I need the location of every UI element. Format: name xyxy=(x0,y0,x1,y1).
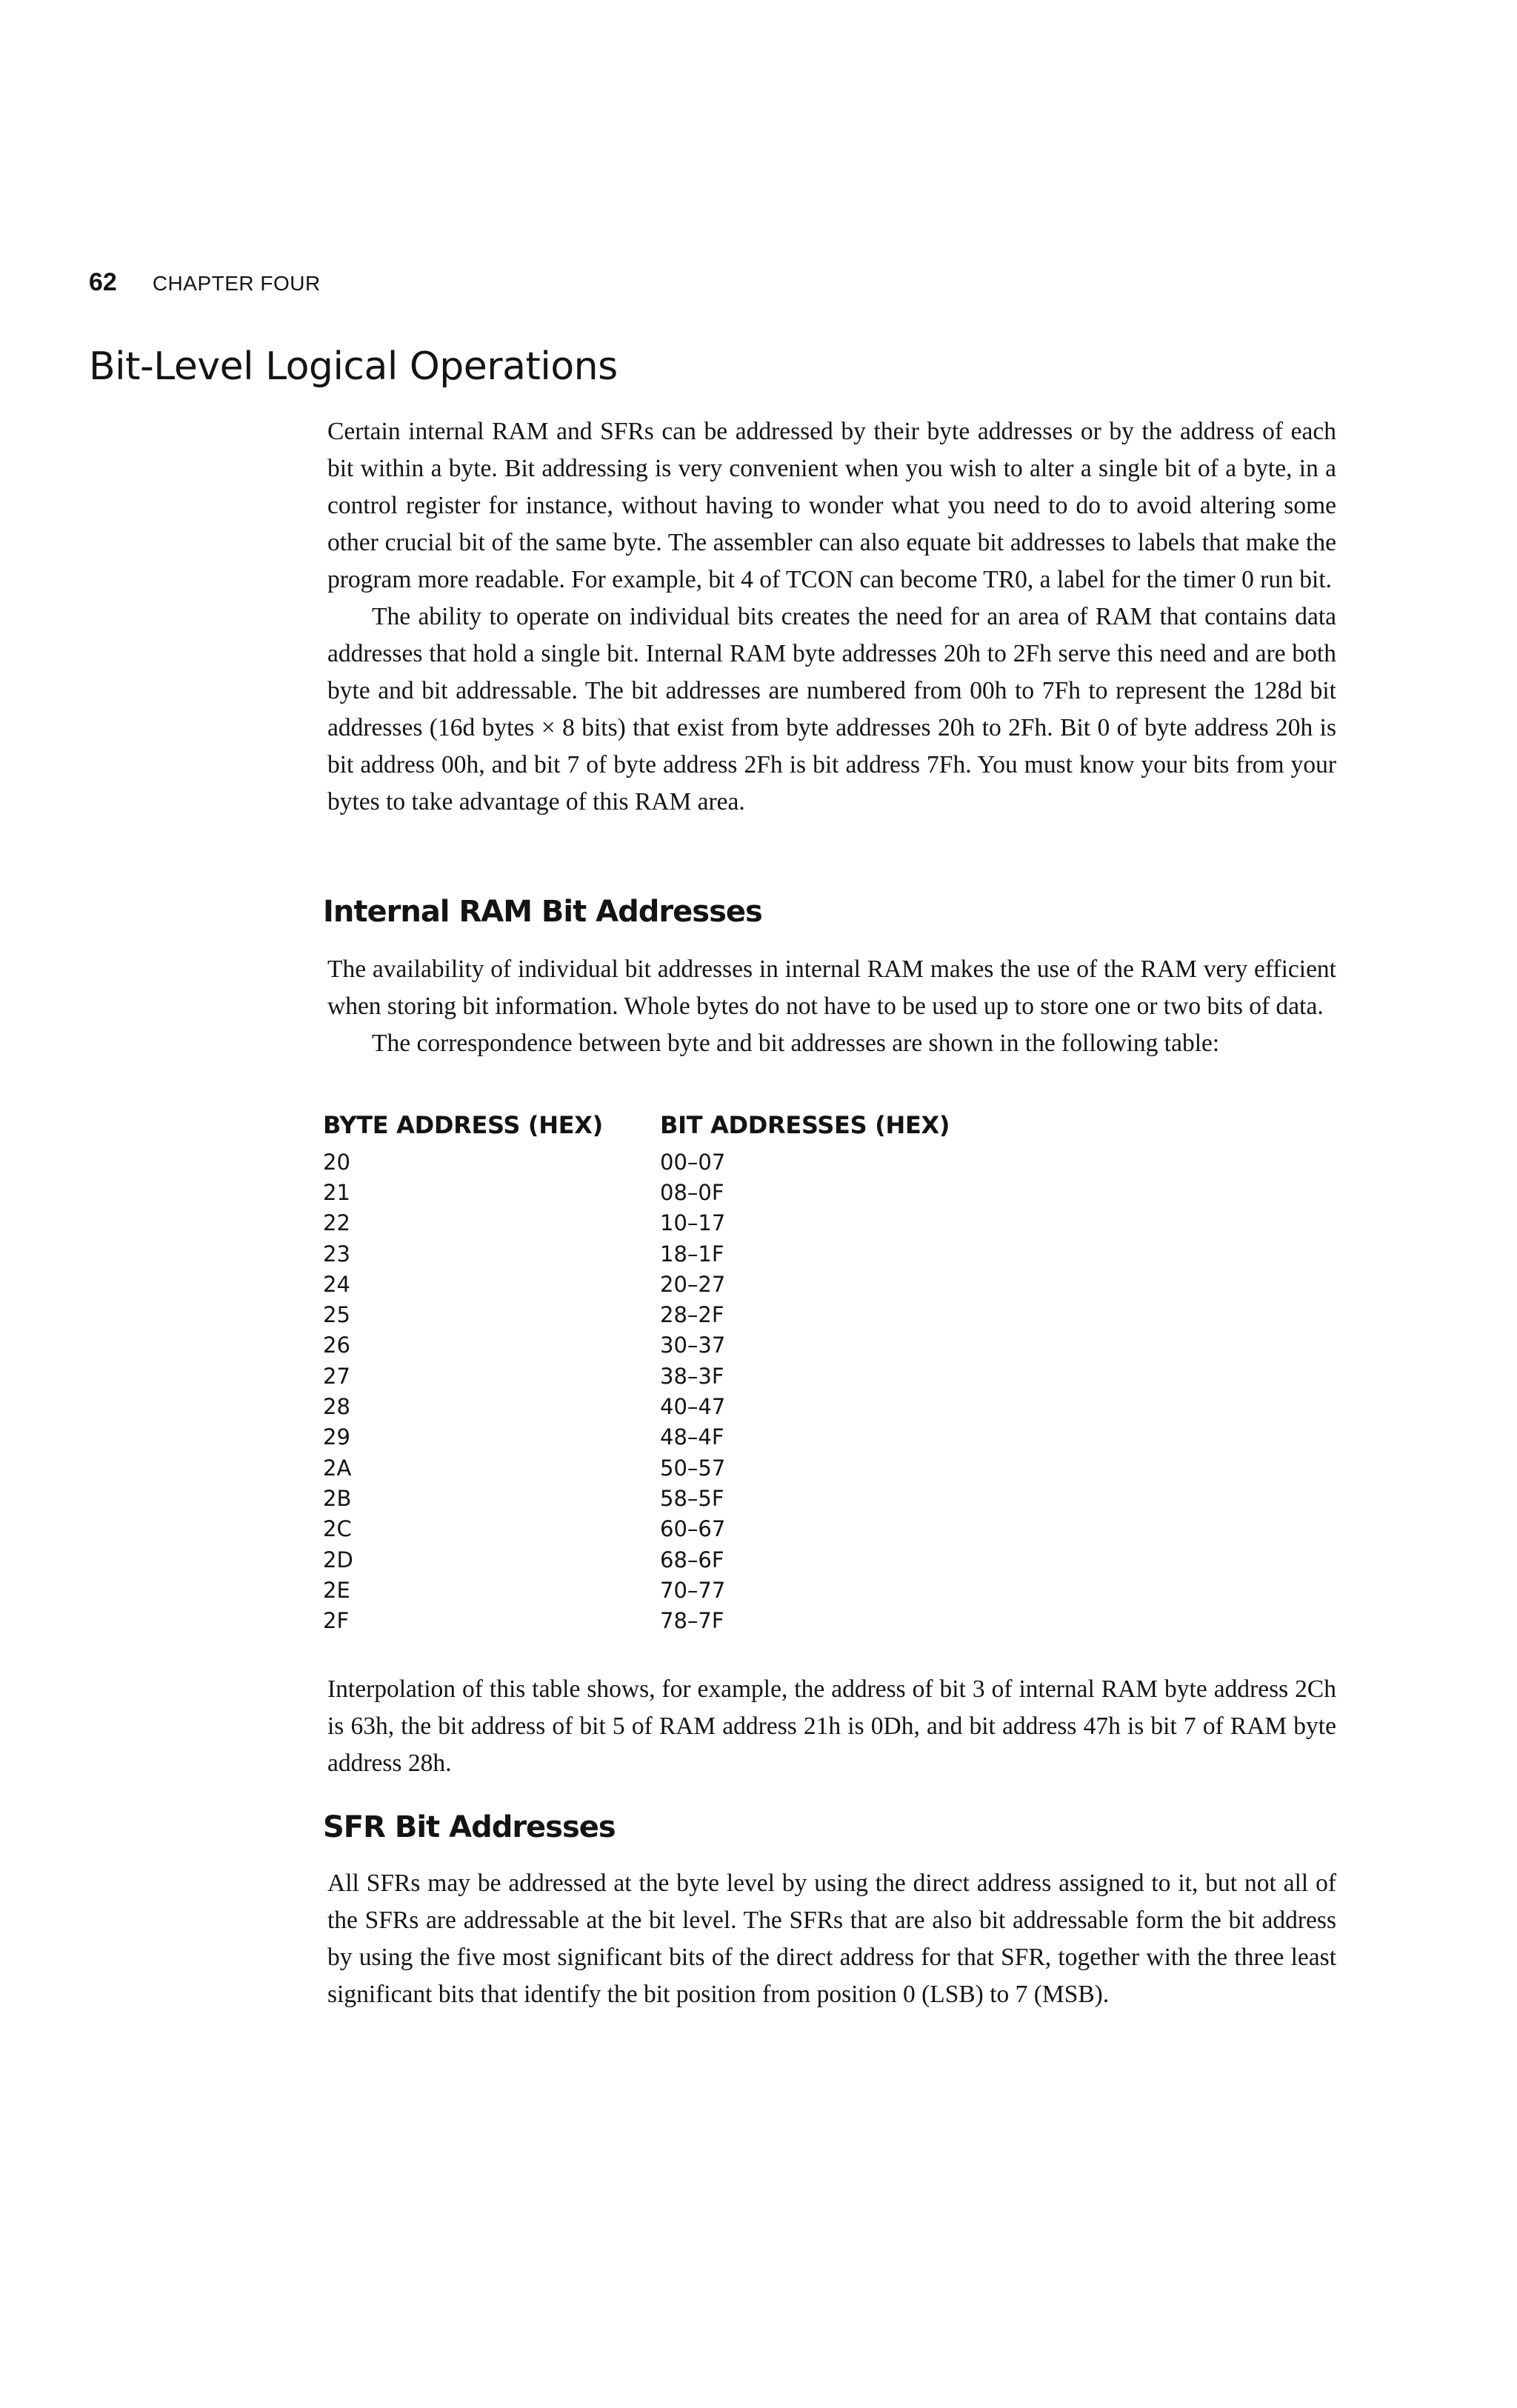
bit-addresses-cell: 28–2F xyxy=(660,1302,724,1328)
section-title: Bit-Level Logical Operations xyxy=(89,344,618,389)
table-row xyxy=(323,1269,990,1299)
bit-addresses-cell: 18–1F xyxy=(660,1241,724,1267)
table-row xyxy=(323,1177,990,1207)
bit-addresses-cell: 38–3F xyxy=(660,1363,724,1389)
table-row xyxy=(323,1544,990,1575)
table-row xyxy=(323,1514,990,1544)
table-row xyxy=(323,1391,990,1421)
bit-addresses-cell: 30–37 xyxy=(660,1333,726,1358)
intro-paragraph-2: The ability to operate on individual bits creates the need for an area of RAM that contains data addresses that hold a single bit. Internal RAM byte addresses 20h to 2Fh serve this need and are both byte and bit addressable. The bit addresses are numbered from 00h to 7Fh to represent the 128d bit addresses (16d bytes × 8 bits) that exist from byte addresses 20h to 2Fh. Bit 0 of byte address 20h is bit address 00h, and bit 7 of byte address 2Fh is bit address 7Fh. You must know your bits from your bytes to take advantage of this RAM area. xyxy=(327,603,1336,816)
byte-address-cell: 29 xyxy=(323,1424,350,1450)
bit-addresses-cell: 10–17 xyxy=(660,1210,726,1236)
bit-addresses-cell: 58–5F xyxy=(660,1485,724,1511)
byte-address-cell: 23 xyxy=(323,1241,350,1267)
table-row xyxy=(323,1605,990,1635)
table-row xyxy=(323,1422,990,1453)
byte-address-cell: 2B xyxy=(323,1485,352,1511)
table-row xyxy=(323,1238,990,1269)
table-row xyxy=(323,1147,990,1177)
running-head xyxy=(89,268,321,297)
byte-address-cell: 2A xyxy=(323,1455,352,1481)
internal-ram-paragraph-1: The availability of individual bit addresses in internal RAM makes the use of the RAM very efficient when storing bit information. Whole bytes do not have to be used up to store one or two bits of data. xyxy=(327,955,1336,1020)
byte-address-cell: 25 xyxy=(323,1302,350,1328)
table-row xyxy=(323,1453,990,1483)
intro-paragraph-1: Certain internal RAM and SFRs can be addressed by their byte addresses or by the address of each bit within a byte. Bit addressing is very convenient when you wish to alter a single bit of a byte, in a control register for instance, without having to wonder what you need to do to avoid altering some other crucial bit of the same byte. The assembler can also equate bit addresses to labels that make the program more readable. For example, bit 4 of TCON can become TR0, a label for the timer 0 run bit. xyxy=(327,418,1336,593)
table-row xyxy=(323,1299,990,1330)
byte-address-cell: 2C xyxy=(323,1516,352,1542)
sfr-text xyxy=(327,1865,1336,2013)
table-header xyxy=(323,1104,990,1147)
page-number: 62 xyxy=(89,268,117,296)
sfr-paragraph: All SFRs may be addressed at the byte level by using the direct address assigned to it, but not all of the SFRs are addressable at the bit level. The SFRs that are also bit addressable form the bit address by using the five most significant bits of the direct address for that SFR, together with the three least significant bits that identify the bit position from position 0 (LSB) to 7 (MSB). xyxy=(327,1870,1336,2008)
table-row xyxy=(323,1483,990,1513)
table-row xyxy=(323,1330,990,1361)
byte-address-cell: 22 xyxy=(323,1210,350,1236)
byte-address-cell: 20 xyxy=(323,1149,350,1175)
byte-address-cell: 2F xyxy=(323,1608,350,1634)
chapter-label: CHAPTER FOUR xyxy=(152,272,321,295)
bit-address-table xyxy=(323,1104,990,1636)
internal-ram-paragraph-2: The correspondence between byte and bit addresses are shown in the following table: xyxy=(372,1030,1220,1057)
table-row xyxy=(323,1575,990,1605)
bit-addresses-cell: 50–57 xyxy=(660,1455,726,1481)
interpolation-paragraph: Interpolation of this table shows, for example, the address of bit 3 of internal RAM byte address 2Ch is 63h, the bit address of bit 5 of RAM address 21h is 0Dh, and bit address 47h is bit 7 of RAM byte address 28h. xyxy=(327,1675,1336,1777)
bit-addresses-cell: 60–67 xyxy=(660,1516,726,1542)
table-row xyxy=(323,1208,990,1238)
byte-address-column-header: BYTE ADDRESS (HEX) xyxy=(323,1111,603,1139)
byte-address-cell: 2D xyxy=(323,1547,353,1572)
byte-address-cell: 26 xyxy=(323,1333,350,1358)
table-row xyxy=(323,1361,990,1391)
bit-addresses-cell: 08–0F xyxy=(660,1179,724,1205)
bit-addresses-cell: 70–77 xyxy=(660,1577,726,1603)
table-body xyxy=(323,1147,990,1636)
byte-address-cell: 21 xyxy=(323,1179,350,1205)
bit-addresses-cell: 40–47 xyxy=(660,1394,726,1420)
bit-addresses-cell: 00–07 xyxy=(660,1149,726,1175)
bit-addresses-cell: 20–27 xyxy=(660,1271,726,1297)
bit-addresses-cell: 78–7F xyxy=(660,1608,724,1634)
byte-address-cell: 24 xyxy=(323,1271,350,1297)
byte-address-cell: 28 xyxy=(323,1394,350,1420)
intro-text xyxy=(327,413,1336,821)
internal-ram-text xyxy=(327,951,1336,1062)
interpolation-text xyxy=(327,1671,1336,1782)
bit-addresses-cell: 48–4F xyxy=(660,1424,724,1450)
internal-ram-heading: Internal RAM Bit Addresses xyxy=(323,895,762,929)
bit-addresses-cell: 68–6F xyxy=(660,1547,724,1572)
byte-address-cell: 2E xyxy=(323,1577,350,1603)
byte-address-cell: 27 xyxy=(323,1363,350,1389)
sfr-heading: SFR Bit Addresses xyxy=(323,1810,616,1844)
bit-addresses-column-header: BIT ADDRESSES (HEX) xyxy=(660,1111,950,1139)
